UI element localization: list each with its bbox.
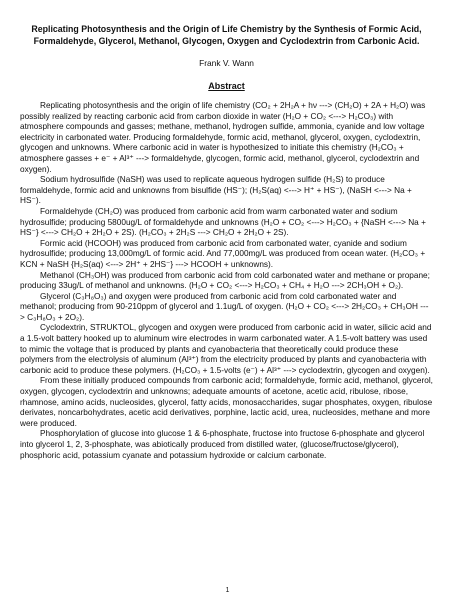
paragraph-cyclodextrin: Cyclodextrin, STRUKTOL, glycogen and oxygen were produced from carbonic acid in water, silicic acid and a 1.5-volt battery hooked up to aluminum wire electrodes in warm carbonated water. A 1.5-volt battery was used to mimic the voltage that is produced by plants and cyanobacteria that theoretically could produce these polymers from the electrolysis of aluminum (Al³⁺) from the electricity produced by plants and cyanobacteria with carbonic acid to produce these polymers. (H₂CO₃ + 1.5-volts (e⁻) + Al³⁺ ---> cyclodextrin, glycogen and oxygen). — [20, 323, 432, 375]
paragraph-formaldehyde: Formaldehyde (CH₂O) was produced from carbonic acid from warm carbonated water and sodium hydrosulfide; producing 5800ug/L of formaldehyde and unknowns (H₂O + CO₂ <---> H₂CO₃ + {NaSH <---> Na + HS⁻} <---> CH₂O + 2H₂O + 2S). (H₂CO₃ + 2H₂S ---> CH₂O + 2H₂O + 2S). — [20, 206, 426, 238]
abstract-body — [20, 101, 433, 461]
paragraph-glycerol: Glycerol (C₃H₈O₃) and oxygen were produced from carbonic acid from cold carbonated water and methanol; producing from 90-210ppm of glycerol and 1.1ug/L of oxygen. (H₂O + CO₂ <---> 2H₂CO₃ + CH₃OH ---> C₃H₈O₃ + 2O₂). — [20, 291, 429, 322]
paragraph-overview: Replicating photosynthesis and the origin of life chemistry (CO₂ + 2H₂A + hν ---> (CH₂O) + 2A + H₂O) was possibly realized by reacting carbonic acid from carbon dioxide in water (H₂O + CO₂ <---> H₂CO₃) with atmosphere compounds and gasses; methane, methanol, hydrogen sulfide, ammonia, cyanide and low voltage electricity in carbonated water. Producing formaldehyde, formic acid, methanol, glycerol, oxygen, cyclodextrin, glycogen and unknowns. Where carbonic acid in water is hypothesized to initiate this chemistry (H₂CO₃ + atmosphere gasses + e⁻ + Al³⁺ ---> formaldehyde, glycogen, formic acid, methanol, glycerol, cyclodextrin and oxygen). — [20, 101, 426, 174]
paragraph-phosphorylation: Phosphorylation of glucose into glucose 1 & 6-phosphate, fructose into fructose 6-phosphate and glycerol into glycerol 1, 2, 3-phosphate, was abiotically produced from distilled water, (glucose/fructose/glycerol), phosphoric acid, potassium cyanate and potassium hydroxide or calcium carbonate. — [20, 429, 425, 460]
abstract-heading: Abstract — [208, 81, 245, 91]
paragraph-methanol: Methanol (CH₃OH) was produced from carbonic acid from cold carbonated water and methane or propane; producing 33ug/L of methanol and unknowns. (H₂O + CO₂ <---> H₂CO₃ + CH₄ + H₂O ---> 2CH₃OH + O₂). — [20, 270, 430, 291]
author-name: Frank V. Wann — [199, 58, 254, 68]
paragraph-formic-acid: Formic acid (HCOOH) was produced from carbonic acid from carbonated water, cyanide and sodium hydrosulfide; producing 13,000mg/L of formic acid. And 77,000mg/L was produced from ocean water. (H₂CO₃ + KCN + NaSH {H₂S(aq) <---> 2H⁺ + 2HS⁻} ---> HCOOH + unknowns). — [20, 238, 426, 269]
paragraph-sodium-hydrosulfide: Sodium hydrosulfide (NaSH) was used to replicate aqueous hydrogen sulfide (H₂S) to produce formaldehyde, formic acid and unknowns from bisulfide (HS⁻); (H₂S(aq) <---> H⁺ + HS⁻), (NaSH <---> Na + HS⁻). — [20, 175, 412, 206]
paragraph-derived-compounds: From these initially produced compounds from carbonic acid; formaldehyde, formic acid, methanol, glycerol, oxygen, glycogen, cyclodextrin and unknowns; adequate amounts of acetone, acetic acid, ribulose, ribose, rhamnose, amino acids, nucleosides, glycerol, fatty acids, monosaccharides, sugar phosphates, oxygen, ribulose derivates, noncarbohydrates, acetic acid derivatives, porphine, lactic acid, urea, nucleosides, methane and more were produced. — [20, 376, 433, 428]
page-number: 1 — [225, 587, 230, 594]
document-title: Replicating Photosynthesis and the Origin of Life Chemistry by the Synthesis of Formic Acid, Formaldehyde, Glycerol, Methanol, Glycogen, Oxygen and Cyclodextrin from Carbonic Acid. — [31, 24, 422, 46]
